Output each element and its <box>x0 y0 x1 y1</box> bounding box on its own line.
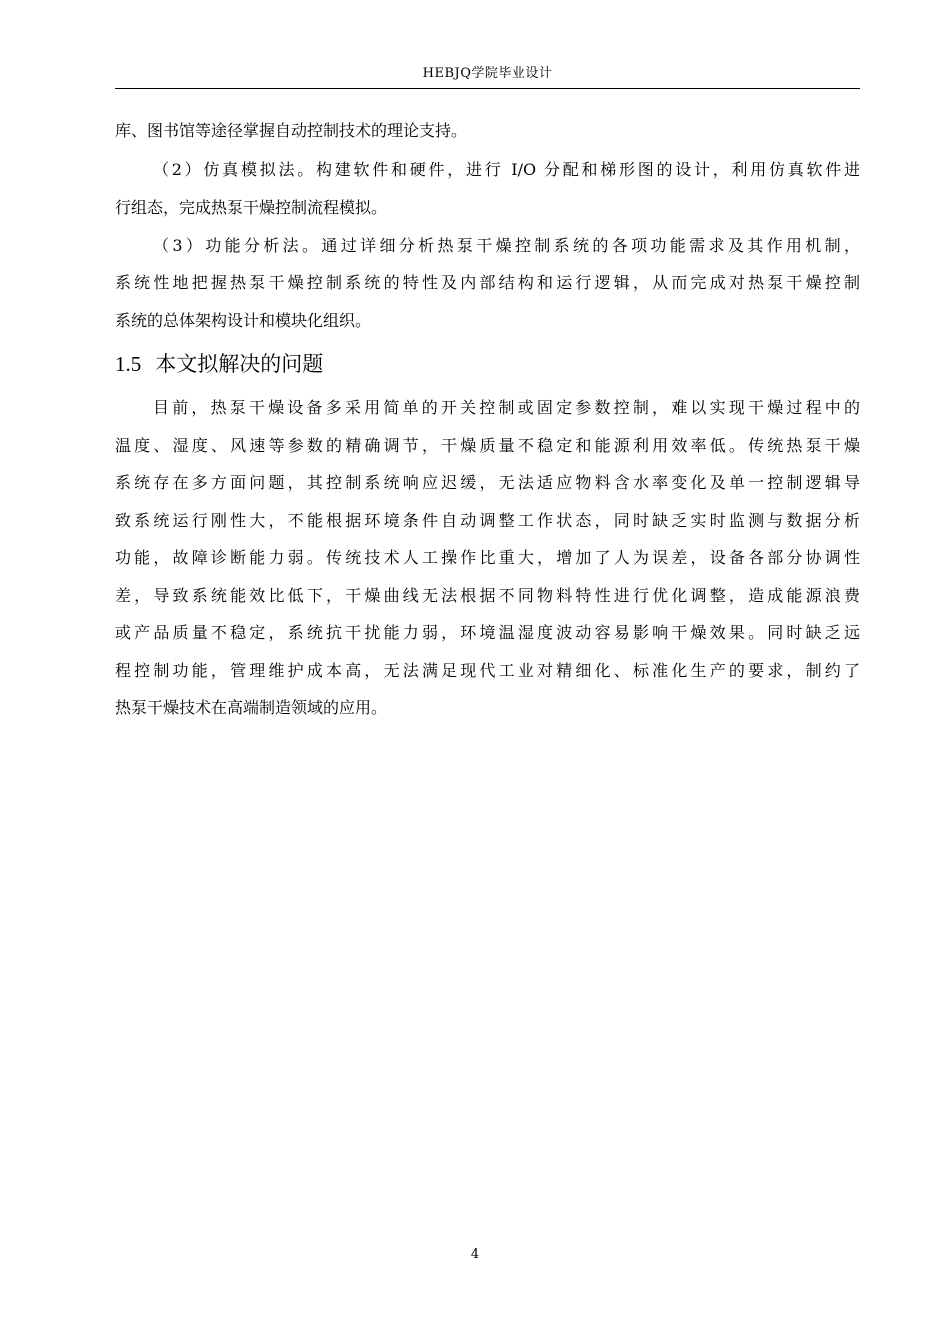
paragraph-line: 热泵干燥技术在高端制造领域的应用。 <box>115 698 388 717</box>
paragraph-line: 致系统运行刚性大，不能根据环境条件自动调整工作状态，同时缺乏实时监测与数据分析 <box>115 511 860 530</box>
paragraph-line: 系统存在多方面问题，其控制系统响应迟缓，无法适应物料含水率变化及单一控制逻辑导 <box>115 473 860 492</box>
section-title: 本文拟解决的问题 <box>155 352 324 376</box>
paragraph-line: 温度、湿度、风速等参数的精确调节，干燥质量不稳定和能源利用效率低。传统热泵干燥 <box>115 436 860 455</box>
section-heading <box>115 350 323 378</box>
page-header-title: HEBJQ学院毕业设计 <box>422 66 553 81</box>
paragraph-line: 或产品质量不稳定，系统抗干扰能力弱，环境温湿度波动容易影响干燥效果。同时缺乏远 <box>115 623 860 642</box>
paragraph-line: 程控制功能，管理维护成本高，无法满足现代工业对精细化、标准化生产的要求，制约了 <box>115 661 860 680</box>
header-divider <box>115 88 860 89</box>
paragraph-line: 系统性地把握热泵干燥控制系统的特性及内部结构和运行逻辑，从而完成对热泵干燥控制 <box>115 273 860 292</box>
paragraph-line: 系统的总体架构设计和模块化组织。 <box>115 311 372 330</box>
paragraph-line: （3）功能分析法。通过详细分析热泵干燥控制系统的各项功能需求及其作用机制， <box>153 236 860 255</box>
paragraph-line: 功能，故障诊断能力弱。传统技术人工操作比重大，增加了人为误差，设备各部分协调性 <box>115 548 860 567</box>
section-number: 1.5 <box>115 352 142 376</box>
paragraph-line: （2）仿真模拟法。构建软件和硬件，进行 I/O 分配和梯形图的设计，利用仿真软件进 <box>153 160 860 179</box>
paragraph-line: 差，导致系统能效比低下，干燥曲线无法根据不同物料特性进行优化调整，造成能源浪费 <box>115 586 860 605</box>
paragraph-line: 库、图书馆等途径掌握自动控制技术的理论支持。 <box>115 121 468 140</box>
paragraph-line: 目前，热泵干燥设备多采用简单的开关控制或固定参数控制，难以实现干燥过程中的 <box>153 398 860 417</box>
page-number: 4 <box>470 1247 480 1262</box>
paragraph-line: 行组态，完成热泵干燥控制流程模拟。 <box>115 198 388 217</box>
